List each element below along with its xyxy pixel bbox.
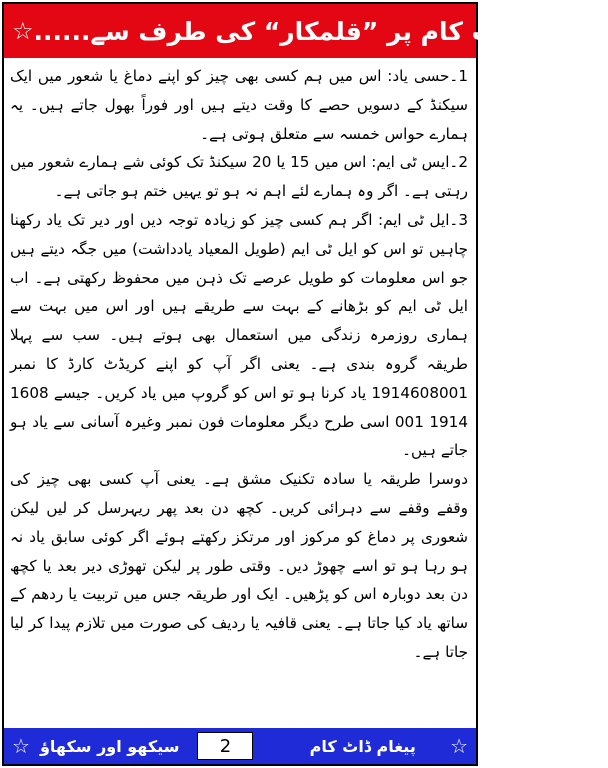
footer-slogan: سیکھو اور سکھاؤ	[39, 736, 180, 756]
star-icon: ☆	[450, 734, 468, 758]
paragraph-stm: 2۔ایس ٹی ایم: اس میں 15 یا 20 سیکنڈ تک کوئی شے ہمارے شعور میں رہتی ہے۔ اگر وہ ہمارے لئے اہم نہ ہو تو یہیں ختم ہو جاتی ہے۔	[10, 153, 468, 201]
star-icon: ☆	[586, 17, 608, 45]
article-body	[10, 62, 468, 710]
paragraph-sensory-memory: 1۔حسی یاد: اس میں ہم کسی بھی چیز کو اپنے دماغ یا شعور میں ایک سیکنڈ کے دسویں حصے کا وقت دیتے ہیں اور فوراً بھول جاتے ہیں۔ یہ ہمارے حواس خمسہ سے متعلق ہوتی ہے۔	[10, 67, 468, 143]
page-header	[4, 4, 608, 58]
paragraph-practice: دوسرا طریقہ یا سادہ تکنیک مشق ہے۔ یعنی آپ کسی بھی چیز کی وقفے وقفے سے دہرائی کریں۔ کچھ دن بعد پھر ریہرسل کر لیں لیکن شعوری پر دماغ کو مرکوز اور مرتکز رکھتے ہوئے اگر کوئی سابق یاد نہ ہو رہا ہو تو اسے چھوڑ دیں۔ وقتی طور پر لیکن تھوڑی دیر بعد یا کچھ دن بعد دوبارہ اس کو پڑھیں۔ ایک اور طریقہ جس میں تربیت یا ردھم کے ساتھ یاد کیا جاتا ہے۔ یعنی قافیہ یا ردیف کی صورت میں تلازم پیدا کر لیا جاتا ہے۔	[10, 470, 468, 661]
page-footer	[4, 728, 476, 764]
footer-site-name: پیغام ڈاٹ کام	[309, 736, 416, 756]
page-title: پیغام ڈاٹ کام پر ”قلمکار“ کی طرف سے......	[33, 16, 587, 46]
star-icon: ☆	[12, 17, 34, 45]
page-number: 2	[197, 732, 253, 760]
star-icon: ☆	[12, 734, 30, 758]
paragraph-ltm: 3۔ایل ٹی ایم: اگر ہم کسی چیز کو زیادہ توجہ دیں اور دیر تک یاد رکھنا چاہیں تو اس کو ایل ٹی ایم (طویل المعیاد یادداشت) میں جگہ دیتے ہیں جو اس معلومات کو طویل عرصے تک ذہن میں محفوظ رکھتی ہے۔ اب ایل ٹی ایم کو بڑھانے کے بہت سے طریقے ہیں اور اس میں بہت سے ہماری روزمرہ زندگی میں استعمال بھی ہوتے ہیں۔ سب سے پہلا طریقہ گروہ بندی ہے۔ یعنی اگر آپ کو اپنے کریڈٹ کارڈ کا نمبر 1914608001 یاد کرنا ہو تو اس کو گروپ میں یاد کریں۔ جیسے 1608 1914 001 اسی طرح دیگر معلومات فون نمبر وغیرہ آسانی سے یاد ہو جاتے ہیں۔	[10, 210, 469, 460]
